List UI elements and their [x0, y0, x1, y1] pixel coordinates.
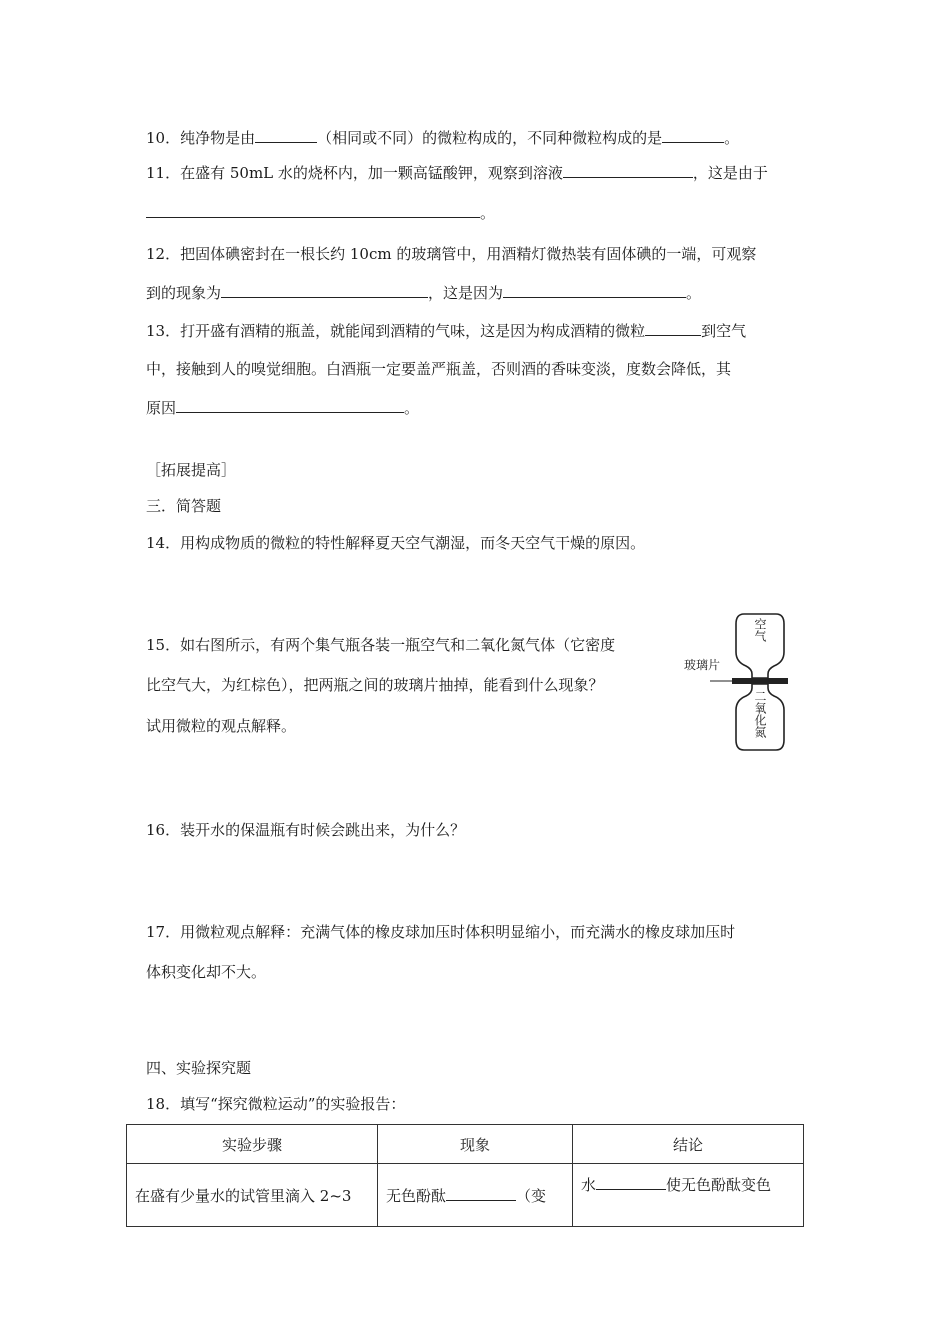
- question-13: 13．打开盛有酒精的瓶盖，就能闻到酒精的气味，这是因为构成酒精的微粒 到空气: [146, 322, 747, 340]
- answer-blank[interactable]: [146, 203, 480, 218]
- question-14: 14．用构成物质的微粒的特性解释夏天空气潮湿，而冬天空气干燥的原因。: [146, 534, 646, 552]
- question-15-line1: 15．如右图所示，有两个集气瓶各装一瓶空气和二氧化氮气体（它密度: [146, 636, 616, 654]
- answer-blank[interactable]: [503, 283, 686, 298]
- answer-blank[interactable]: [596, 1175, 666, 1190]
- cell-step: 在盛有少量水的试管里滴入 2~3: [127, 1164, 378, 1227]
- table-header-row: [127, 1125, 804, 1164]
- question-12: 12．把固体碘密封在一根长约 10cm 的玻璃管中，用酒精灯微热装有固体碘的一端，可观察: [146, 245, 757, 263]
- header-conclusion: 结论: [573, 1125, 804, 1164]
- question-13-line2: 中，接触到人的嗅觉细胞。白酒瓶一定要盖严瓶盖，否则酒的香味变淡，度数会降低，其: [146, 360, 732, 378]
- question-12-cont: 到的现象为 ，这是因为 。: [146, 284, 702, 302]
- glass-plate-label: 玻璃片: [684, 658, 721, 672]
- header-phenomenon: 现象: [378, 1125, 573, 1164]
- question-15-line2: 比空气大，为红棕色），把两瓶之间的玻璃片抽掉，能看到什么现象？: [146, 676, 604, 694]
- answer-blank[interactable]: [255, 128, 317, 143]
- answer-blank[interactable]: [176, 398, 404, 413]
- answer-blank[interactable]: [563, 163, 693, 178]
- gas-bottles-diagram: [692, 612, 800, 754]
- section-extend-heading: ［拓展提高］: [146, 461, 237, 479]
- table-row: [127, 1164, 804, 1227]
- nitrogen-dioxide-label: 二氧化氮: [753, 690, 767, 738]
- cell-conclusion: 水 使无色酚酞变色: [573, 1164, 804, 1227]
- question-15-line3: 试用微粒的观点解释。: [146, 717, 297, 735]
- question-17-line2: 体积变化却不大。: [146, 963, 267, 981]
- question-11-cont: 。: [146, 203, 495, 223]
- question-17-line1: 17．用微粒观点解释：充满气体的橡皮球加压时体积明显缩小，而充满水的橡皮球加压时: [146, 923, 736, 941]
- answer-blank[interactable]: [446, 1186, 516, 1201]
- cell-phenomenon: 无色酚酞 （变: [378, 1164, 573, 1227]
- answer-blank[interactable]: [221, 283, 428, 298]
- answer-blank[interactable]: [662, 128, 724, 143]
- experiment-report-table: [126, 1124, 804, 1227]
- question-13-line3: 原因 。: [146, 399, 420, 417]
- question-11: 11．在盛有 50mL 水的烧杯内，加一颗高锰酸钾，观察到溶液 ，这是由于: [146, 164, 768, 182]
- section-3-heading: 三．简答题: [146, 497, 222, 515]
- air-label: 空气: [753, 618, 767, 642]
- header-step: 实验步骤: [127, 1125, 378, 1164]
- gas-bottles-figure: [684, 612, 800, 754]
- answer-blank[interactable]: [645, 321, 701, 336]
- question-16: 16．装开水的保温瓶有时候会跳出来，为什么？: [146, 821, 466, 839]
- question-18: 18．填写“探究微粒运动”的实验报告：: [146, 1095, 406, 1113]
- section-4-heading: 四、实验探究题: [146, 1059, 252, 1077]
- question-10: 10．纯净物是由 （相同或不同）的微粒构成的，不同种微粒构成的是 。: [146, 129, 740, 147]
